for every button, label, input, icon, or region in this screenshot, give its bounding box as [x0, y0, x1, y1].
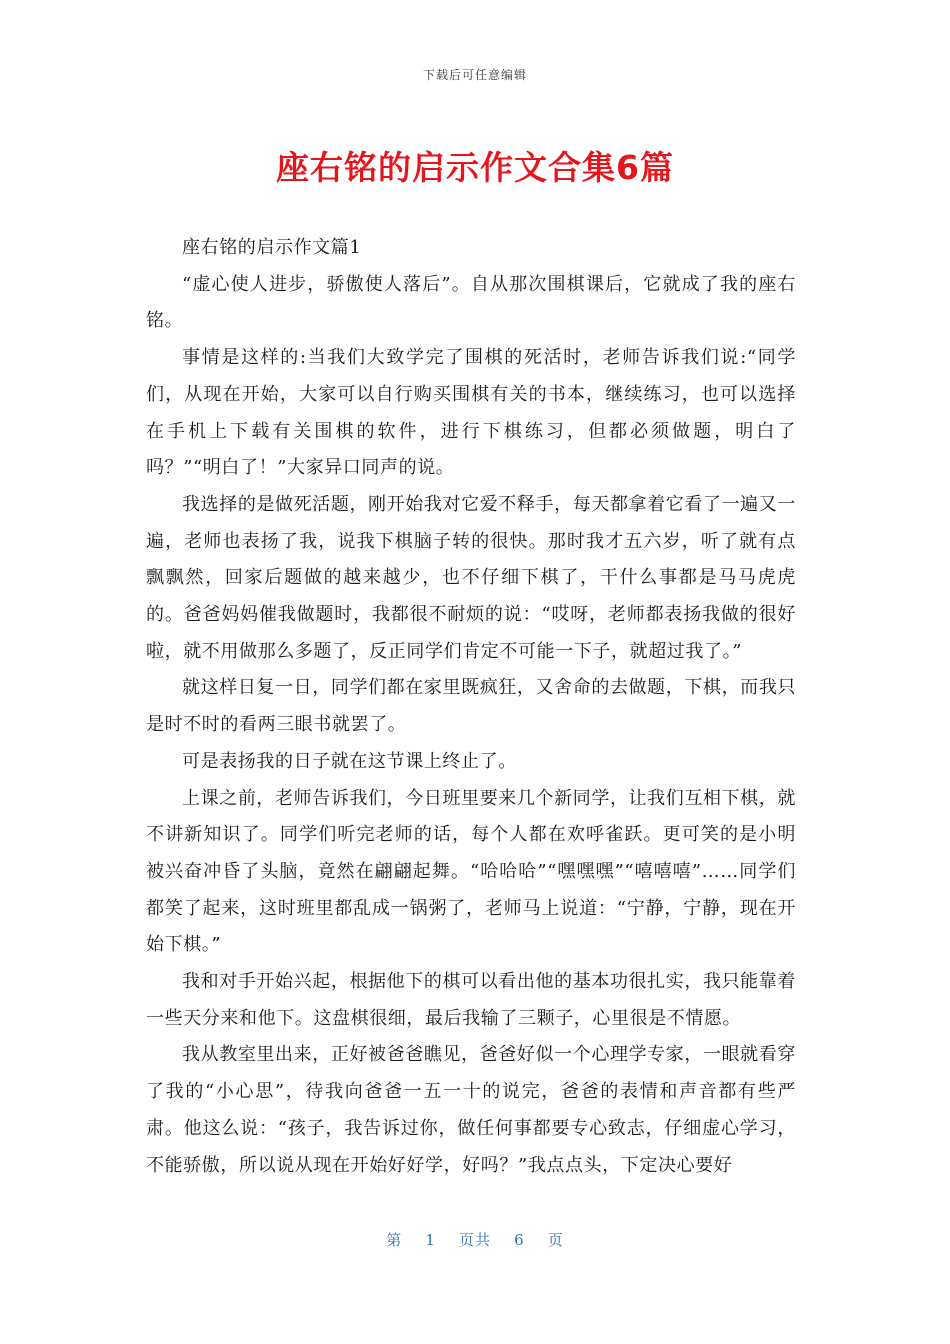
paragraph: “虚心使人进步，骄傲使人落后”。自从那次围棋课后，它就成了我的座右铭。	[146, 273, 796, 332]
page-footer	[0, 1229, 950, 1250]
document-title: 座右铭的启示作文合集6篇	[276, 148, 674, 187]
document-body	[146, 230, 796, 1184]
paragraph: 我选择的是做死活题，刚开始我对它爱不释手，每天都拿着它看了一遍又一遍，老师也表扬了我，说我下棋脑子转的很快。那时我才五六岁，听了就有点飘飘然，回家后题做的越来越少，也不仔细下棋了，干什么事都是马马虎虎的。爸爸妈妈催我做题时，我都很不耐烦的说：“哎呀，老师都表扬我做的很好啦，就不用做那么多题了，反正同学们肯定不可能一下子，就超过我了。”	[146, 493, 796, 662]
footer-prefix: 第	[386, 1231, 403, 1249]
paragraph: 我和对手开始兴起，根据他下的棋可以看出他的基本功很扎实，我只能靠着一些天分来和他下。这盘棋很细，最后我输了三颗子，心里很是不情愿。	[146, 971, 796, 1029]
paragraph: 事情是这样的:当我们大致学完了围棋的死活时，老师告诉我们说:“同学们，从现在开始，大家可以自行购买围棋有关的书本，继续练习，也可以选择在手机上下载有关围棋的软件，进行下棋练习，但都必须做题，明白了吗？”“明白了！”大家异口同声的说。	[146, 347, 796, 479]
page-header	[0, 66, 950, 83]
section-heading: 座右铭的启示作文篇1	[182, 237, 362, 258]
current-page-number: 1	[425, 1231, 436, 1249]
footer-suffix: 页	[547, 1231, 564, 1249]
paragraph: 我从教室里出来，正好被爸爸瞧见，爸爸好似一个心理学专家，一眼就看穿了我的“小心思”，待我向爸爸一五一十的说完，爸爸的表情和声音都有些严肃。他这么说：“孩子，我告诉过你，做任何事都要专心致志，仔细虚心学习，不能骄傲，所以说从现在开始好好学，好吗？”我点点头，下定决心要好	[146, 1044, 796, 1176]
footer-middle: 页共	[458, 1231, 491, 1249]
total-pages-number: 6	[514, 1231, 525, 1249]
header-text: 下载后可任意编辑	[422, 68, 527, 82]
paragraph: 上课之前，老师告诉我们，今日班里要来几个新同学，让我们互相下棋，就不讲新知识了。同学们听完老师的话，每个人都在欢呼雀跃。更可笑的是小明被兴奋冲昏了头脑，竟然在翩翩起舞。“哈哈哈”“嘿嘿嘿”“嘻嘻嘻”……同学们都笑了起来，这时班里都乱成一锅粥了，老师马上说道：“宁静，宁静，现在开始下棋。”	[146, 787, 796, 956]
paragraph: 就这样日复一日，同学们都在家里既疯狂，又舍命的去做题，下棋，而我只是时不时的看两三眼书就罢了。	[146, 677, 796, 736]
paragraph: 可是表扬我的日子就在这节课上终止了。	[182, 750, 517, 772]
